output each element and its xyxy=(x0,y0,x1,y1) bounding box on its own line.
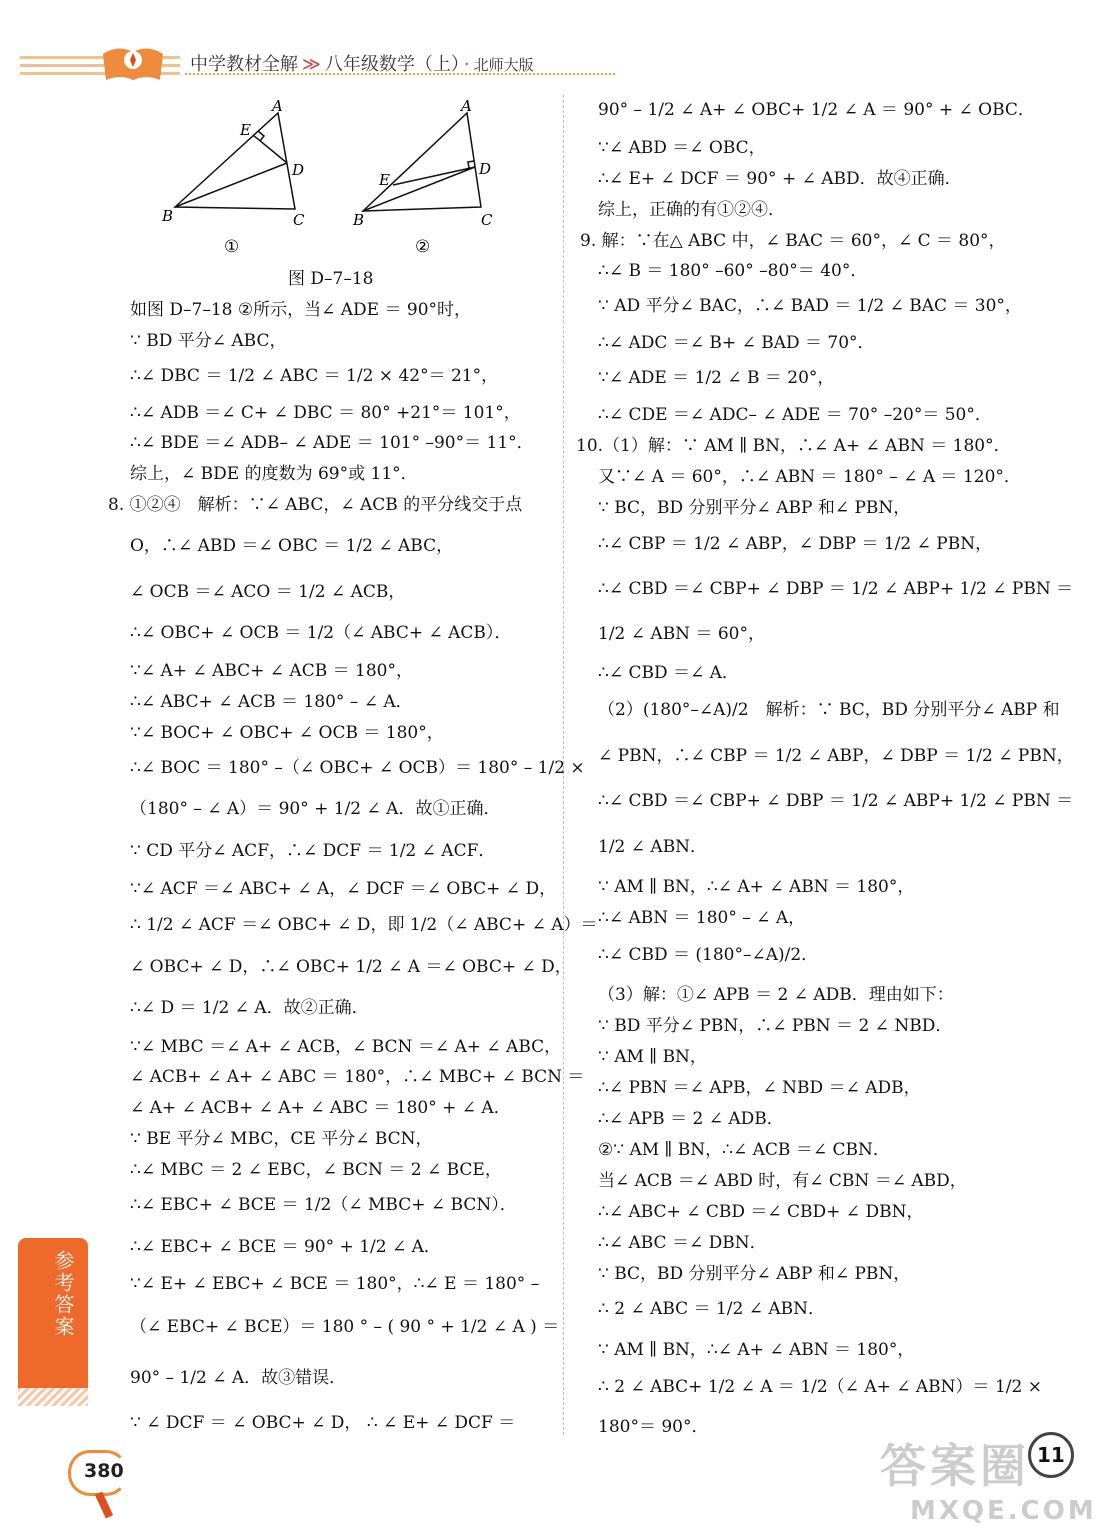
fig2-label-e: E xyxy=(379,171,390,189)
magnifier-handle-icon xyxy=(95,1492,113,1519)
side-tab-stripe xyxy=(18,1388,88,1406)
right-line: ∴∠ CDE ＝∠ ADC– ∠ ADE ＝ 70° –20°＝ 50°． xyxy=(598,405,992,425)
header-title: 中学教材全解 ≫ 八年级数学（上） · 北师大版 xyxy=(190,54,534,75)
right-line: ∴∠ CBD ＝∠ CBP+ ∠ DBP ＝ 1/2 ∠ ABP+ 1/2 ∠ PBN ＝ xyxy=(598,579,1074,599)
right-line: ∴∠ B ＝ 180° –60° –80°＝ 40°． xyxy=(598,261,868,281)
right-line: ∴∠ E+ ∠ DCF ＝ 90° + ∠ ABD．故④正确． xyxy=(598,169,962,189)
left-line: ∠ OBC+ ∠ D，∴∠ OBC+ 1/2 ∠ A ＝∠ OBC+ ∠ D， xyxy=(130,957,572,977)
right-line: ∴∠ CBD ＝∠ CBP+ ∠ DBP ＝ 1/2 ∠ ABP+ 1/2 ∠ PBN ＝ xyxy=(598,791,1074,811)
left-line: O，∴∠ ABD ＝∠ OBC ＝ 1/2 ∠ ABC， xyxy=(130,536,454,556)
corner-mark: 11 xyxy=(1028,1432,1074,1478)
right-line: ∠ PBN，∴∠ CBP ＝ 1/2 ∠ ABP，∠ DBP ＝ 1/2 ∠ PBN， xyxy=(598,746,1074,766)
book-logo-icon xyxy=(98,40,168,86)
fig1-label-e: E xyxy=(240,121,251,139)
left-line: （∠ EBC+ ∠ BCE）＝ 180 ° – ( 90 ° + 1/2 ∠ A ) ＝ xyxy=(130,1317,560,1337)
right-line: ∵ BD 平分∠ PBN，∴∠ PBN ＝ 2 ∠ NBD． xyxy=(598,1016,953,1036)
watermark-main: 答案圈 xyxy=(880,1439,1030,1493)
left-line: ∠ A+ ∠ ACB+ ∠ A+ ∠ ABC ＝ 180° + ∠ A． xyxy=(130,1098,511,1118)
right-line: 当∠ ACB ＝∠ ABD 时，有∠ CBN ＝∠ ABD， xyxy=(598,1171,967,1191)
header-series: 中学教材全解 xyxy=(190,54,298,75)
right-line: 1/2 ∠ ABN． xyxy=(598,837,708,857)
left-line: ∴∠ EBC+ ∠ BCE ＝ 1/2（∠ MBC+ ∠ BCN）． xyxy=(130,1195,517,1215)
left-line: （180° – ∠ A）＝ 90° + 1/2 ∠ A．故①正确． xyxy=(130,799,501,819)
right-line: 10.（1）解：∵ AM ∥ BN，∴∠ A+ ∠ ABN ＝ 180°． xyxy=(576,436,1011,456)
fig2-number: ② xyxy=(415,237,431,257)
side-tab-label: 参考答案 xyxy=(51,1250,75,1338)
right-line: ∴∠ ADC ＝∠ B+ ∠ BAD ＝ 70°． xyxy=(598,333,875,353)
left-line: ∴∠ BOC ＝ 180° –（∠ OBC+ ∠ OCB）＝ 180° – 1/2 × xyxy=(130,758,585,778)
right-line: ∵ AM ∥ BN，∴∠ A+ ∠ ABN ＝ 180°， xyxy=(598,877,915,897)
fig2-label-c: C xyxy=(481,211,493,229)
right-line: 1/2 ∠ ABN ＝ 60°， xyxy=(598,624,765,644)
fig1-label-b: B xyxy=(162,207,174,225)
left-line: ∵∠ MBC ＝∠ A+ ∠ ACB，∠ BCN ＝∠ A+ ∠ ABC， xyxy=(130,1037,562,1057)
left-line: 综上，∠ BDE 的度数为 69°或 11°． xyxy=(130,464,418,484)
left-line: ∵∠ BOC+ ∠ OBC+ ∠ OCB ＝ 180°， xyxy=(130,723,444,743)
right-line: ∵ BC，BD 分别平分∠ ABP 和∠ PBN， xyxy=(598,498,911,518)
triangle-figure-2 xyxy=(345,95,515,255)
left-line: ∵ BE 平分∠ MBC，CE 平分∠ BCN， xyxy=(130,1129,433,1149)
header-edition: 北师大版 xyxy=(473,56,534,74)
right-line: ∵ BC，BD 分别平分∠ ABP 和∠ PBN， xyxy=(598,1264,911,1284)
left-line: ∴∠ D ＝ 1/2 ∠ A．故②正确． xyxy=(130,998,369,1018)
left-line: 8. ①②④ 解析：∵∠ ABC，∠ ACB 的平分线交于点 xyxy=(108,495,523,515)
right-line: 90° – 1/2 ∠ A+ ∠ OBC+ 1/2 ∠ A ＝ 90° + ∠ OBC． xyxy=(598,100,1035,120)
right-line: 又∵∠ A ＝ 60°，∴∠ ABN ＝ 180° – ∠ A ＝ 120°． xyxy=(598,467,1021,487)
left-line: ∴∠ ABC+ ∠ ACB ＝ 180° – ∠ A． xyxy=(130,692,413,712)
figure-caption: 图 D–7–18 xyxy=(288,269,374,289)
page-number: 380 xyxy=(84,1460,124,1482)
header-dots xyxy=(185,73,615,75)
fig1-label-c: C xyxy=(293,211,305,229)
left-line: 如图 D–7–18 ②所示，当∠ ADE ＝ 90°时， xyxy=(130,300,472,320)
fig2-label-a: A xyxy=(461,97,472,115)
right-line: ∴∠ APB ＝ 2 ∠ ADB． xyxy=(598,1109,784,1129)
right-line: 9. 解：∵在△ ABC 中，∠ BAC ＝ 60°，∠ C ＝ 80°， xyxy=(580,231,1006,251)
right-line: ∵∠ ABD ＝∠ OBC， xyxy=(598,138,766,158)
fig1-label-d: D xyxy=(292,161,305,179)
left-line: ∵ CD 平分∠ ACF，∴∠ DCF ＝ 1/2 ∠ ACF． xyxy=(130,841,496,861)
left-line: ∴ 1/2 ∠ ACF ＝∠ OBC+ ∠ D，即 1/2（∠ ABC+ ∠ A）＝ xyxy=(130,915,598,935)
left-line: 90° – 1/2 ∠ A．故③错误． xyxy=(130,1368,347,1388)
right-line: ②∵ AM ∥ BN，∴∠ ACB ＝∠ CBN． xyxy=(598,1140,890,1160)
right-line: ∴∠ CBP ＝ 1/2 ∠ ABP，∠ DBP ＝ 1/2 ∠ PBN， xyxy=(598,534,993,554)
right-line: ∵∠ ADE ＝ 1/2 ∠ B ＝ 20°， xyxy=(598,368,835,388)
fig1-number: ① xyxy=(224,237,240,257)
left-line: ∵ ∠ DCF ＝ ∠ OBC+ ∠ D， ∴ ∠ E+ ∠ DCF ＝ xyxy=(130,1413,516,1433)
left-line: ∴∠ BDE ＝∠ ADB– ∠ ADE ＝ 101° –90°＝ 11°． xyxy=(130,433,534,453)
right-line: ∴∠ CBD ＝ (180°–∠A)/2． xyxy=(598,945,819,965)
left-line: ∵∠ ACF ＝∠ ABC+ ∠ A，∠ DCF ＝∠ OBC+ ∠ D， xyxy=(130,879,557,899)
left-line: ∴∠ DBC ＝ 1/2 ∠ ABC ＝ 1/2 × 42°＝ 21°， xyxy=(130,366,499,386)
header-subject: 八年级数学（上） xyxy=(324,54,460,75)
right-line: ∴∠ ABC ＝∠ DBN． xyxy=(598,1233,767,1253)
left-line: ∴∠ EBC+ ∠ BCE ＝ 90° + 1/2 ∠ A． xyxy=(130,1237,441,1257)
left-line: ∴∠ MBC ＝ 2 ∠ EBC，∠ BCN ＝ 2 ∠ BCE， xyxy=(130,1160,502,1180)
left-line: ∴∠ ADB ＝∠ C+ ∠ DBC ＝ 80° +21°＝ 101°， xyxy=(130,403,521,423)
right-line: ∵ AD 平分∠ BAC，∴∠ BAD ＝ 1/2 ∠ BAC ＝ 30°， xyxy=(598,296,1022,316)
right-line: 180°＝ 90°． xyxy=(598,1417,709,1437)
left-line: ∠ OCB ＝∠ ACO ＝ 1/2 ∠ ACB， xyxy=(130,582,406,602)
right-line: ∴∠ CBD ＝∠ A． xyxy=(598,663,739,683)
fig2-label-b: B xyxy=(353,211,365,229)
right-line: ∴∠ ABN ＝ 180° – ∠ A， xyxy=(598,908,806,928)
left-line: ∵ BD 平分∠ ABC， xyxy=(130,331,287,351)
left-line: ∠ ACB+ ∠ A+ ∠ ABC ＝ 180°，∴∠ MBC+ ∠ BCN ＝ xyxy=(130,1067,585,1087)
right-line: 综上，正确的有①②④． xyxy=(598,200,785,220)
fig2-label-d: D xyxy=(479,160,492,178)
watermark-url: MXQE.COM xyxy=(910,1496,1097,1526)
right-line: ∵ AM ∥ BN，∴∠ A+ ∠ ABN ＝ 180°， xyxy=(598,1340,915,1360)
right-line: ∴ 2 ∠ ABC+ 1/2 ∠ A ＝ 1/2（∠ A+ ∠ ABN）＝ 1/2 × xyxy=(598,1377,1042,1397)
watermark xyxy=(880,1430,1097,1526)
right-line: ∴∠ ABC+ ∠ CBD ＝∠ CBD+ ∠ DBN， xyxy=(598,1202,924,1222)
right-line: ∴∠ PBN ＝∠ APB，∠ NBD ＝∠ ADB， xyxy=(598,1078,921,1098)
right-line: （2）(180°–∠A)/2 解析：∵ BC，BD 分别平分∠ ABP 和 xyxy=(598,700,1060,720)
right-line: ∵ AM ∥ BN， xyxy=(598,1047,707,1067)
left-line: ∵∠ E+ ∠ EBC+ ∠ BCE ＝ 180°，∴∠ E ＝ 180° – xyxy=(130,1274,540,1294)
fig1-label-a: A xyxy=(272,97,283,115)
left-line: ∵∠ A+ ∠ ABC+ ∠ ACB ＝ 180°， xyxy=(130,661,413,681)
triangle-figure-1 xyxy=(150,95,320,255)
right-line: ∴ 2 ∠ ABC ＝ 1/2 ∠ ABN． xyxy=(598,1299,826,1319)
left-line: ∴∠ OBC+ ∠ OCB ＝ 1/2（∠ ABC+ ∠ ACB）． xyxy=(130,623,512,643)
right-line: （3）解：①∠ APB ＝ 2 ∠ ADB．理由如下： xyxy=(598,985,954,1005)
